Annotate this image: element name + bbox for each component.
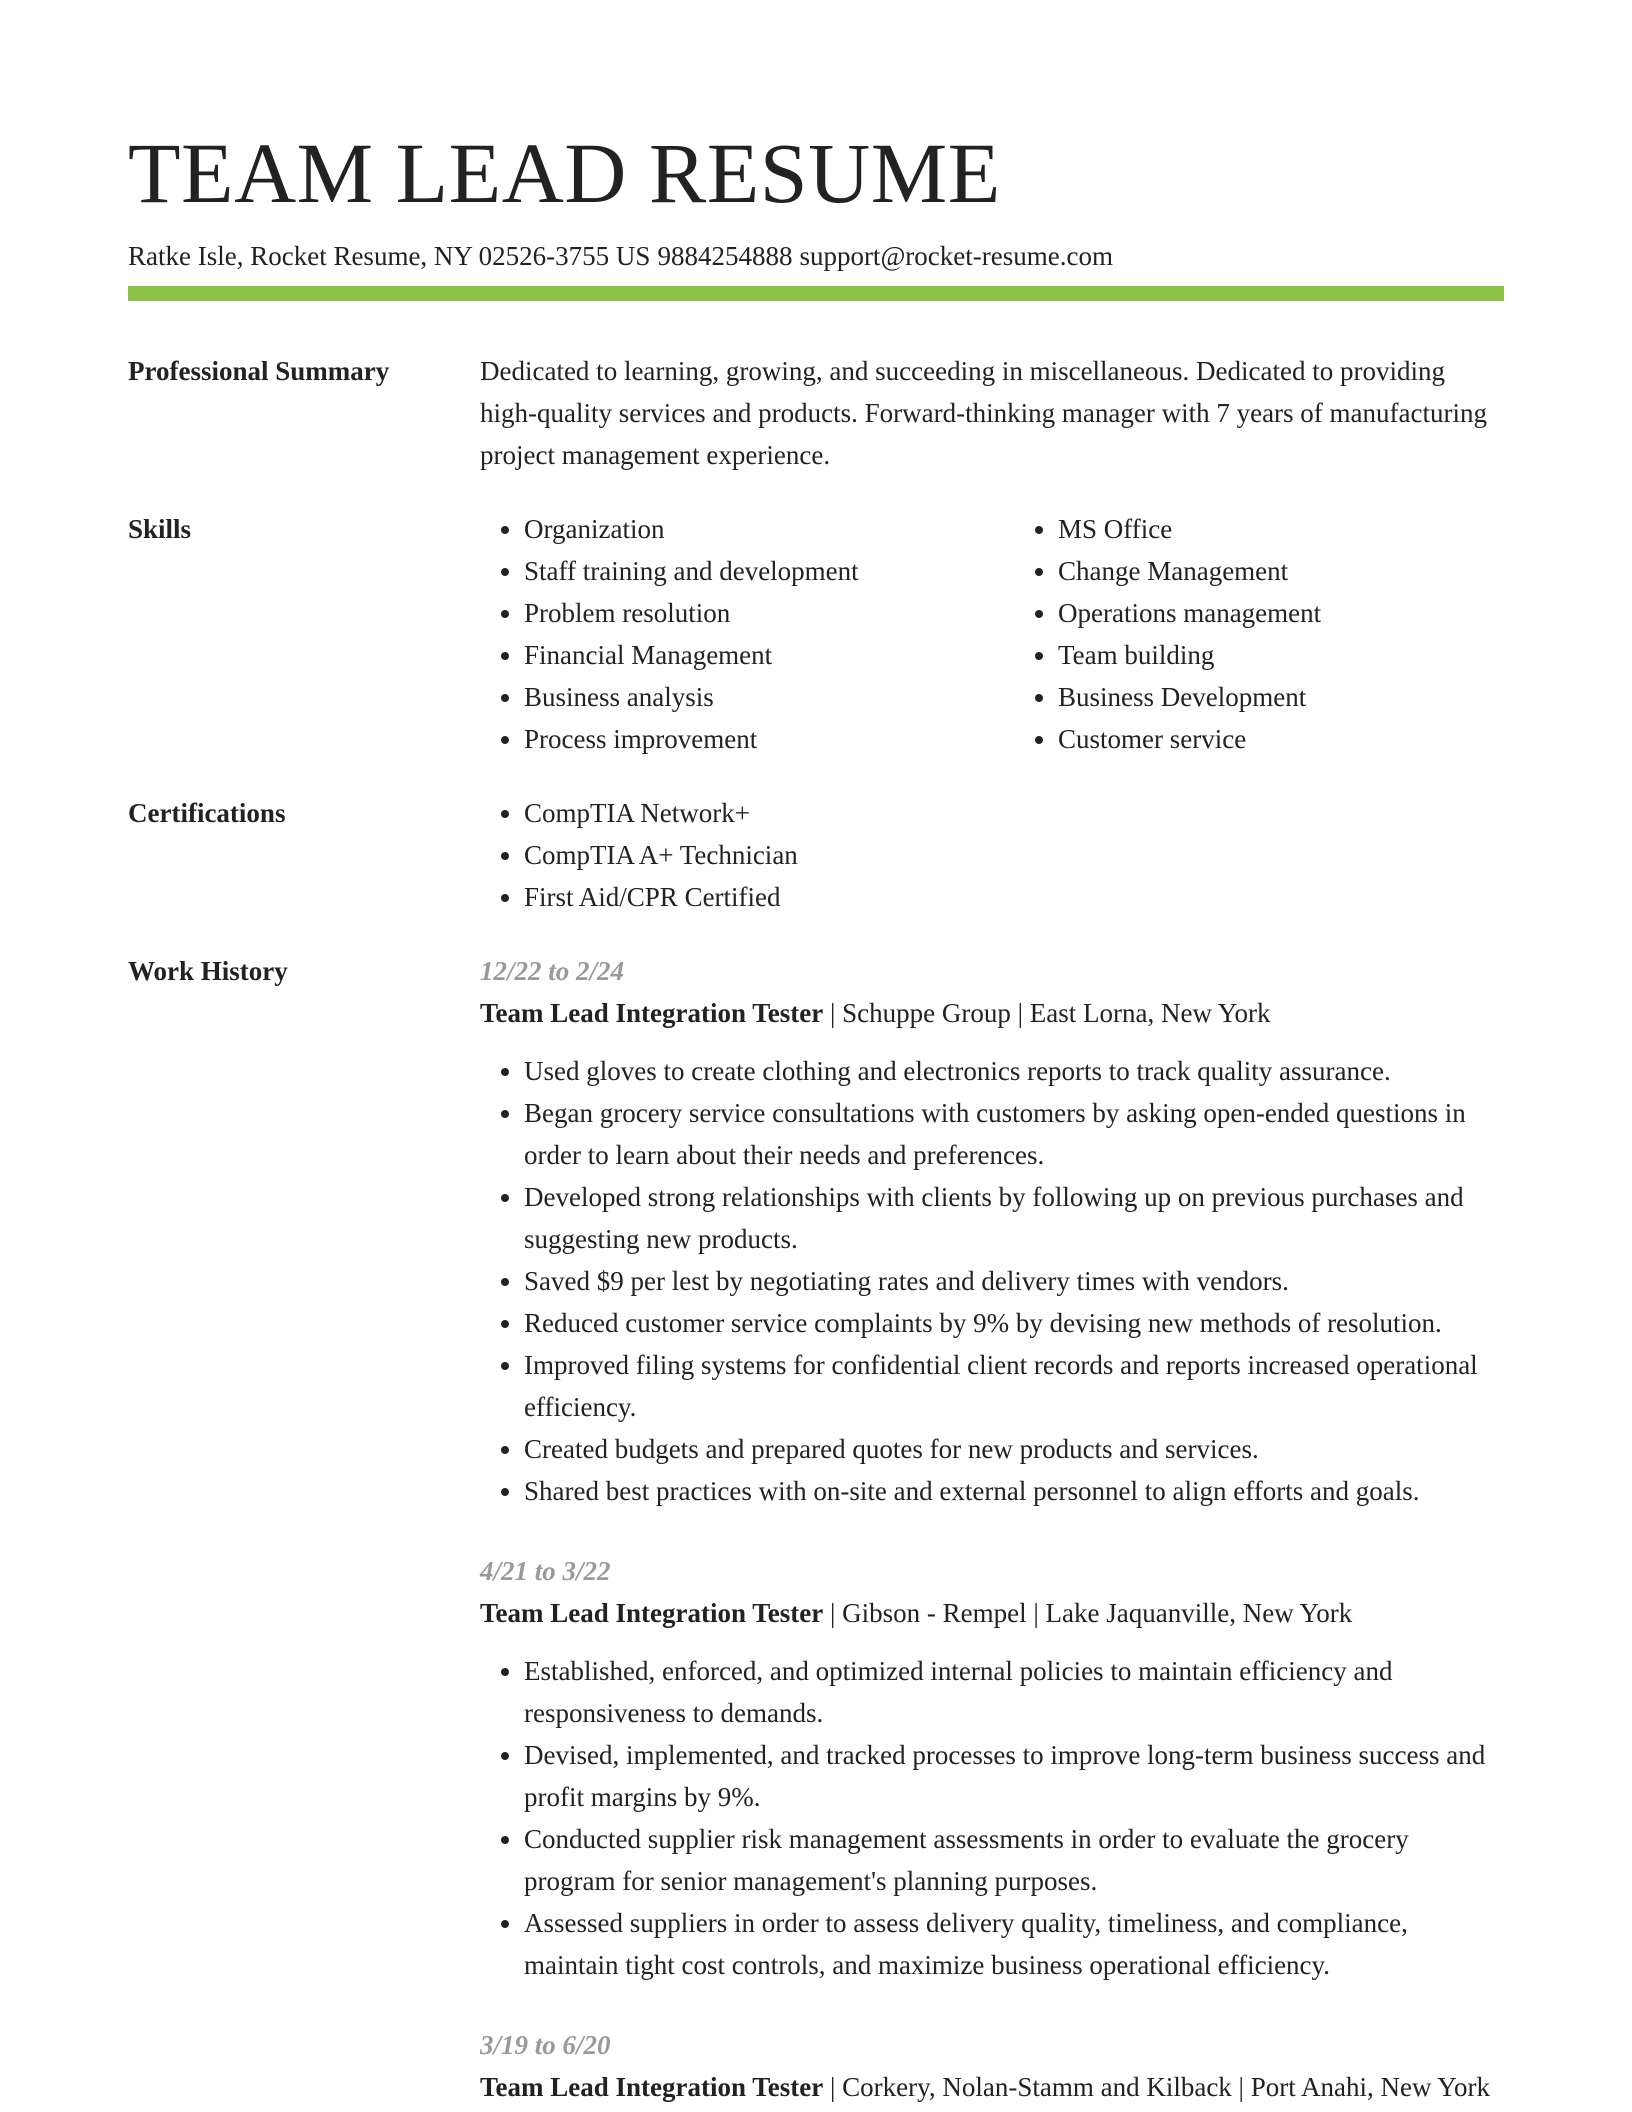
- job-heading: [480, 992, 1504, 1034]
- certifications-body: [480, 792, 1504, 918]
- skill-item: • Staff training and development: [524, 550, 970, 592]
- job-bullet: • Shared best practices with on-site and external personnel to align efforts and goals.: [524, 1470, 1504, 1512]
- job-employer-location: | Corkery, Nolan-Stamm and Kilback | Port Anahi, New York: [823, 2072, 1490, 2102]
- job-heading: [480, 2066, 1504, 2108]
- job-entry: [480, 1550, 1504, 1986]
- job-title: Team Lead Integration Tester: [480, 1598, 824, 1628]
- certification-item: • First Aid/CPR Certified: [524, 876, 1504, 918]
- job-bullet: • Saved $9 per lest by negotiating rates and delivery times with vendors.: [524, 1260, 1504, 1302]
- job-employer-location: | Gibson - Rempel | Lake Jaquanville, New York: [823, 1598, 1353, 1628]
- skill-item: • Process improvement: [524, 718, 970, 760]
- skill-item: • Business Development: [1058, 676, 1504, 718]
- job-bullet: • Developed strong relationships with clients by following up on previous purchases and suggesting new products.: [524, 1176, 1504, 1260]
- skill-item: • Team building: [1058, 634, 1504, 676]
- work-history-body: [480, 950, 1504, 2112]
- job-title: Team Lead Integration Tester: [480, 2072, 824, 2102]
- certifications-label: Certifications: [128, 798, 286, 828]
- header-divider: [128, 286, 1504, 301]
- certifications-list: [480, 792, 1504, 918]
- job-bullet: • Devised, implemented, and tracked processes to improve long-term business success and profit margins by 9%.: [524, 1734, 1504, 1818]
- page-title: TEAM LEAD RESUME: [128, 125, 1001, 221]
- resume-header: [128, 118, 1504, 274]
- skill-item: • Problem resolution: [524, 592, 970, 634]
- skill-item: • MS Office: [1058, 508, 1504, 550]
- skill-item: • Operations management: [1058, 592, 1504, 634]
- work-history-label: Work History: [128, 956, 288, 986]
- job-dates: 12/22 to 2/24: [480, 956, 625, 986]
- skill-item: • Change Management: [1058, 550, 1504, 592]
- certification-item: • CompTIA A+ Technician: [524, 834, 1504, 876]
- job-entry: [480, 2024, 1504, 2108]
- job-employer-location: | Schuppe Group | East Lorna, New York: [823, 998, 1271, 1028]
- job-heading: [480, 1592, 1504, 1634]
- summary-body: [480, 350, 1504, 476]
- job-dates: 3/19 to 6/20: [480, 2030, 611, 2060]
- job-bullet: • Began grocery service consultations with customers by asking open-ended questions in order to learn about their needs and preferences.: [524, 1092, 1504, 1176]
- contact-email: support@rocket-resume.com: [799, 241, 1113, 271]
- skill-item: • Customer service: [1058, 718, 1504, 760]
- job-bullet: • Created budgets and prepared quotes for new products and services.: [524, 1428, 1504, 1470]
- skills-list-right: [1014, 508, 1504, 760]
- summary-text: Dedicated to learning, growing, and succeeding in miscellaneous. Dedicated to providing high-quality services and products. Forward-thinking manager with 7 years of manufacturing project management experience.: [480, 356, 1487, 470]
- job-bullets: [480, 1650, 1504, 1986]
- certification-item: • CompTIA Network+: [524, 792, 1504, 834]
- job-bullet: • Established, enforced, and optimized internal policies to maintain efficiency and responsiveness to demands.: [524, 1650, 1504, 1734]
- skill-item: • Business analysis: [524, 676, 970, 718]
- job-dates: 4/21 to 3/22: [480, 1556, 611, 1586]
- job-bullet: • Assessed suppliers in order to assess delivery quality, timeliness, and compliance, maintain tight cost controls, and maximize business operational efficiency.: [524, 1902, 1504, 1986]
- job-bullets: [480, 1050, 1504, 1512]
- contact-address: Ratke Isle, Rocket Resume, NY 02526-3755 US: [128, 241, 651, 271]
- contact-line: [128, 238, 1504, 274]
- job-bullet: • Used gloves to create clothing and electronics reports to track quality assurance.: [524, 1050, 1504, 1092]
- job-title: Team Lead Integration Tester: [480, 998, 824, 1028]
- skills-label: Skills: [128, 514, 192, 544]
- skill-item: • Organization: [524, 508, 970, 550]
- skills-body: [480, 508, 1504, 760]
- job-bullet: • Reduced customer service complaints by 9% by devising new methods of resolution.: [524, 1302, 1504, 1344]
- job-bullet: • Conducted supplier risk management assessments in order to evaluate the grocery program for senior management's planning purposes.: [524, 1818, 1504, 1902]
- skill-item: • Financial Management: [524, 634, 970, 676]
- skills-list-left: [480, 508, 970, 760]
- contact-phone: 9884254888: [657, 241, 793, 271]
- summary-label: Professional Summary: [128, 356, 390, 386]
- job-entry: [480, 950, 1504, 1512]
- job-bullet: • Improved filing systems for confidential client records and reports increased operational efficiency.: [524, 1344, 1504, 1428]
